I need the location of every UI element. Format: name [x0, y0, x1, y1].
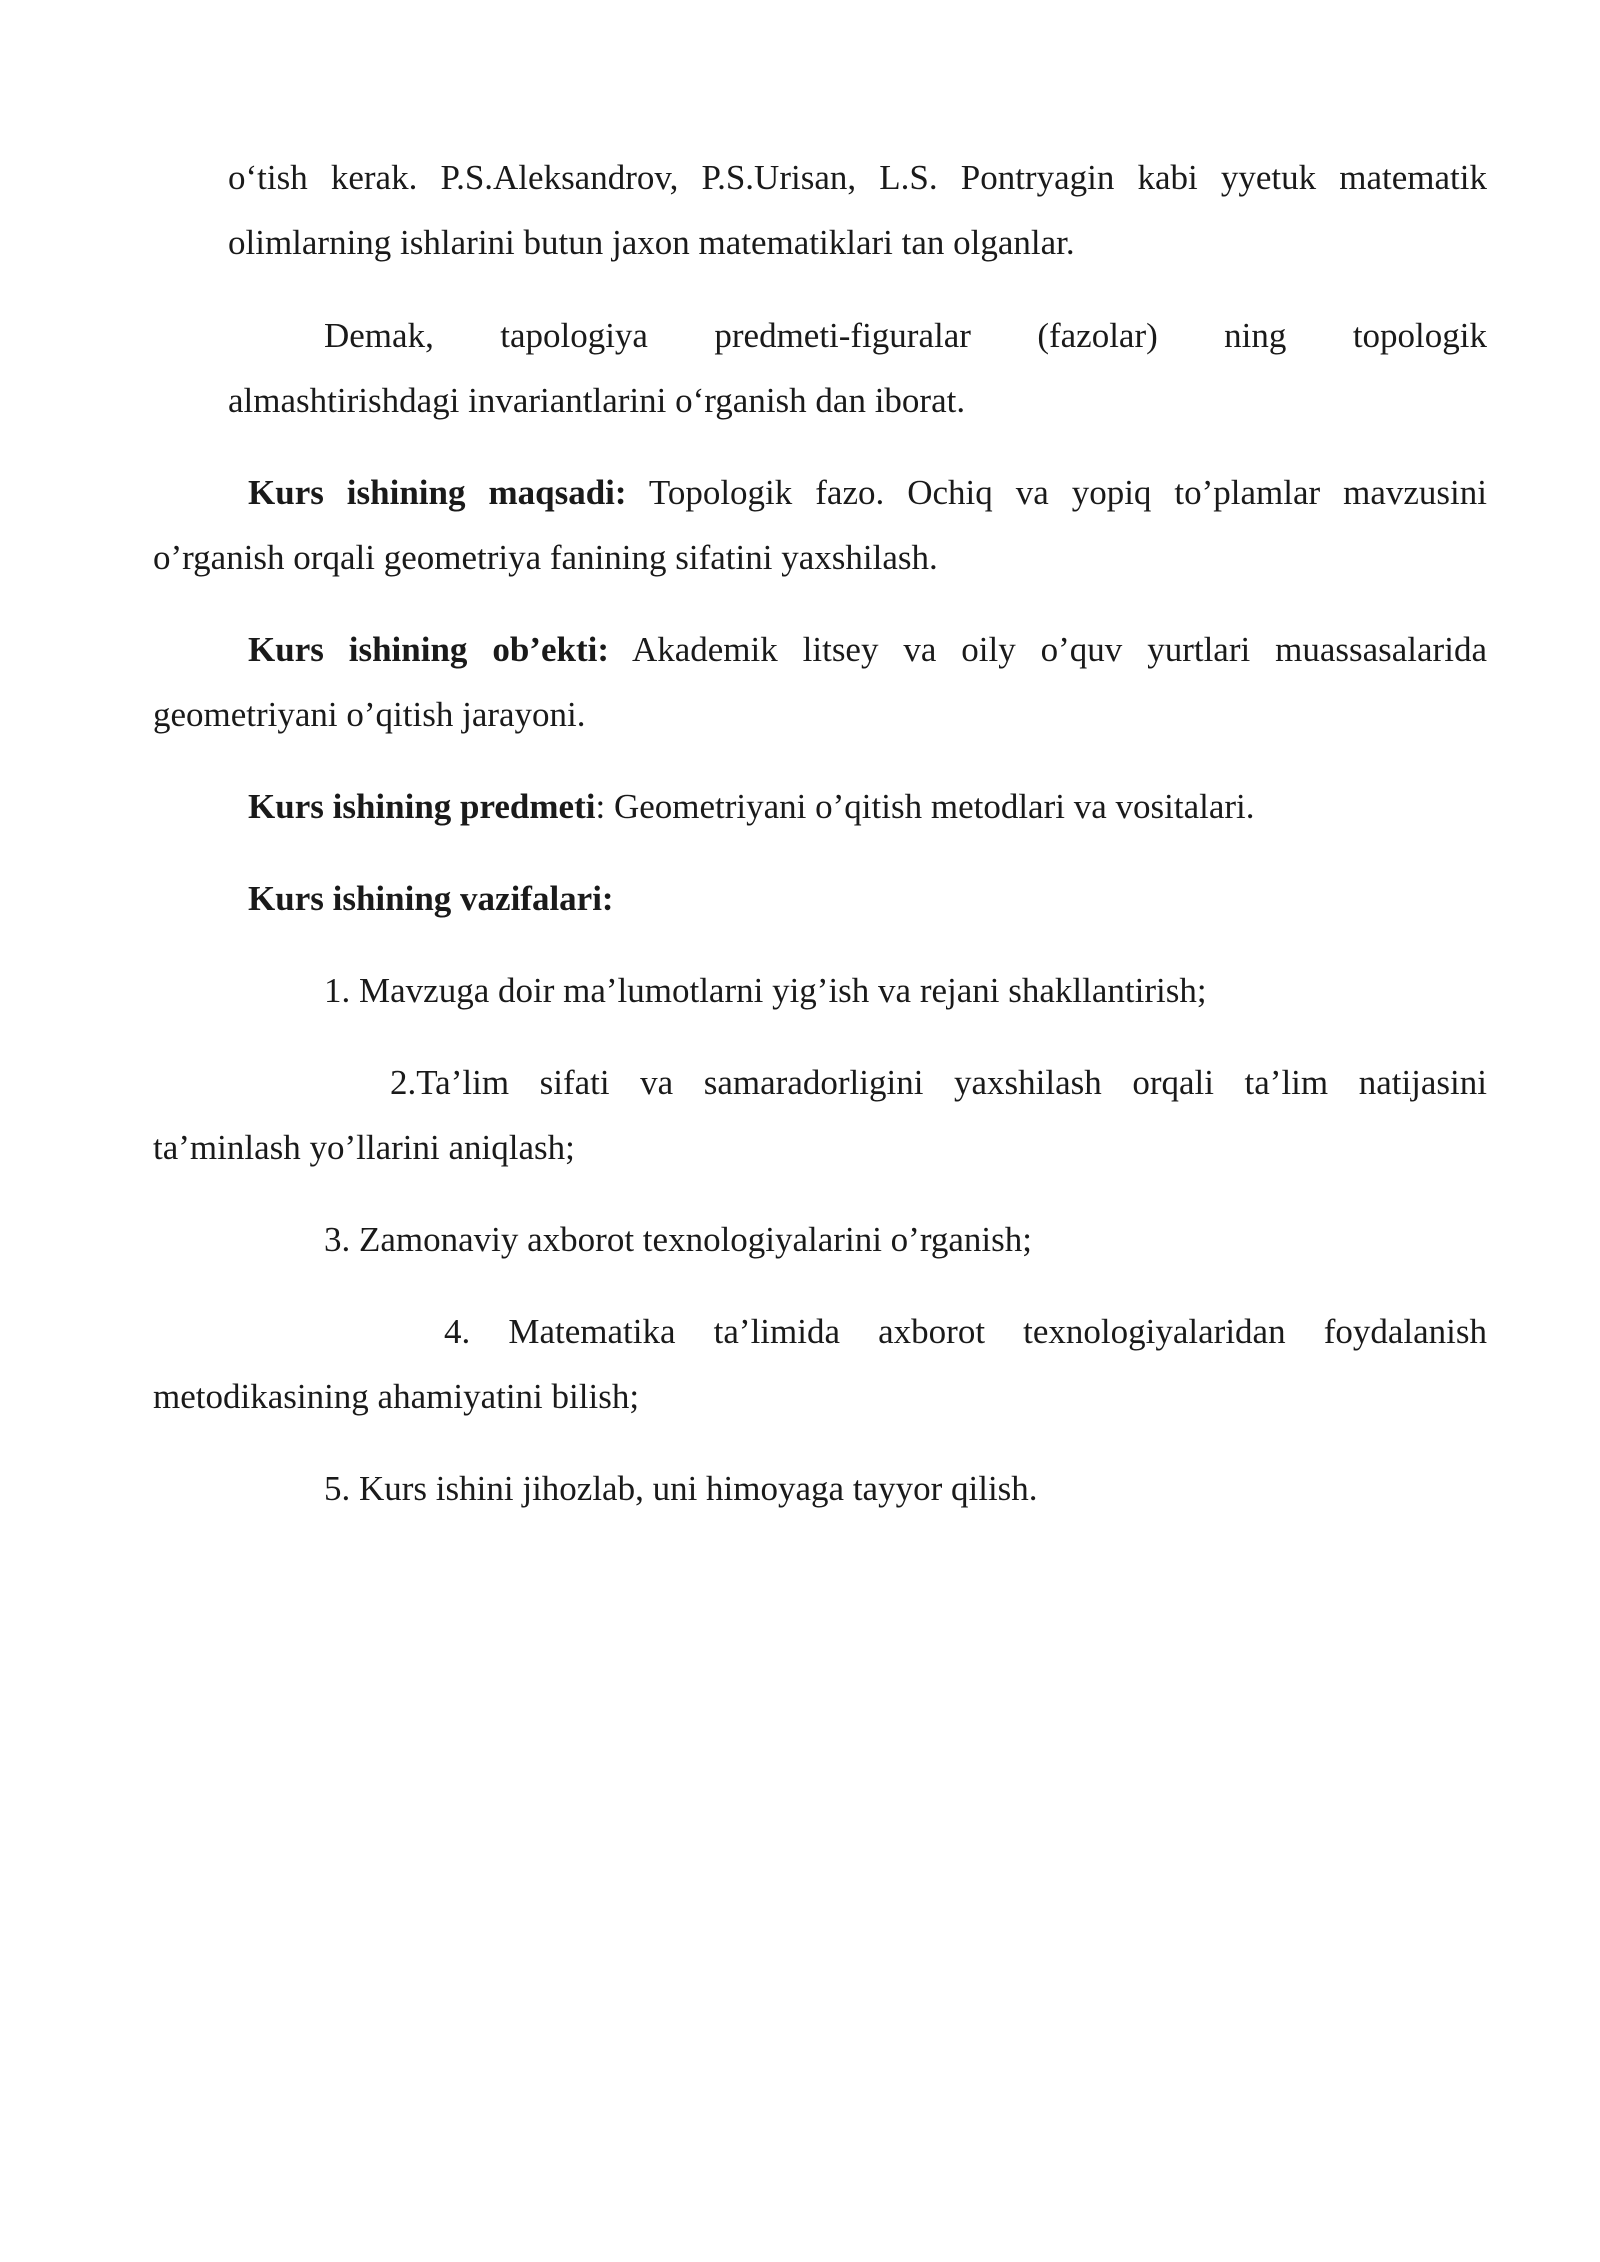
object-label: Kurs ishining ob’ekti:: [248, 630, 609, 669]
paragraph-topology-line-2: almashtirishdagi invariantlarini o‘rganish dan iborat.: [228, 381, 966, 420]
task-1-text: 1. Mavzuga doir ma’lumotlarni yig’ish va rejani shakllantirish;: [324, 971, 1207, 1010]
paragraph-intro: [228, 145, 1487, 275]
tasks-label: Kurs ishining vazifalari:: [248, 879, 614, 918]
paragraph-course-object: [153, 617, 1487, 747]
object-text: Akademik litsey va oily o’quv yurtlari muassasalarida: [608, 630, 1487, 669]
goal-text: Topologik fazo. Ochiq va yopiq to’plamlar mavzusini: [626, 473, 1487, 512]
task-item-5: [153, 1456, 1487, 1521]
paragraph-goal-line-2: o’rganish orqali geometriya fanining sifatini yaxshilash.: [153, 538, 938, 577]
task-item-3: [153, 1207, 1487, 1272]
task-2-line-1: 2.Ta’lim sifati va samaradorligini yaxshilash orqali ta’lim natijasini: [390, 1063, 1487, 1102]
task-item-4: [153, 1299, 1487, 1429]
paragraph-intro-line-2: olimlarning ishlarini butun jaxon matematiklari tan olganlar.: [228, 223, 1075, 262]
paragraph-goal-line-1: [153, 460, 1487, 525]
task-3-text: 3. Zamonaviy axborot texnologiyalarini o’rganish;: [324, 1220, 1032, 1259]
paragraph-course-subject: [153, 774, 1487, 839]
task-item-2: [153, 1050, 1487, 1180]
paragraph-topology-line-1: Demak, tapologiya predmeti-figuralar (fazolar) ning topologik: [324, 316, 1487, 355]
paragraph-object-line-1: [153, 617, 1487, 682]
paragraph-object-line-2: geometriyani o’qitish jarayoni.: [153, 695, 586, 734]
paragraph-course-tasks-heading: [153, 866, 1487, 931]
task-2-line-2: ta’minlash yo’llarini aniqlash;: [153, 1128, 575, 1167]
paragraph-subject-line: [153, 774, 1487, 839]
goal-label: Kurs ishining maqsadi:: [248, 473, 627, 512]
subject-text: : Geometriyani o’qitish metodlari va vositalari.: [595, 787, 1255, 826]
paragraph-topology-definition: [228, 303, 1487, 433]
subject-label: Kurs ishining predmeti: [248, 787, 596, 826]
tasks-heading-line: [153, 866, 1487, 931]
paragraph-course-goal: [153, 460, 1487, 590]
task-item-1: [153, 958, 1487, 1023]
task-5-text: 5. Kurs ishini jihozlab, uni himoyaga tayyor qilish.: [324, 1469, 1038, 1508]
paragraph-intro-line-1: o‘tish kerak. P.S.Aleksandrov, P.S.Urisan, L.S. Pontryagin kabi yyetuk matematik: [228, 158, 1487, 197]
task-4-line-1: 4. Matematika ta’limida axborot texnologiyalaridan foydalanish: [444, 1312, 1487, 1351]
task-4-line-2: metodikasining ahamiyatini bilish;: [153, 1377, 640, 1416]
